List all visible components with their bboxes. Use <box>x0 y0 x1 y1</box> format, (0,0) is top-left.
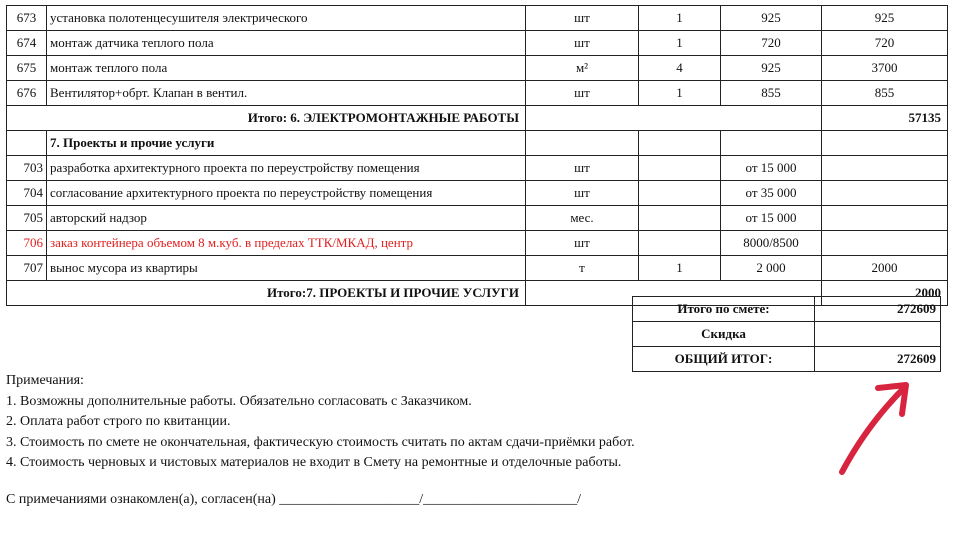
section-title: 7. Проекты и прочие услуги <box>47 131 526 156</box>
table-row <box>7 256 948 281</box>
row-price: 855 <box>721 81 822 106</box>
section-total-value: 2000 <box>822 281 948 306</box>
section-total-row <box>7 106 948 131</box>
row-number: 674 <box>7 31 47 56</box>
row-qty: 1 <box>639 81 721 106</box>
row-number: 705 <box>7 206 47 231</box>
acknowledgement-line: С примечаниями ознакомлен(а), согласен(на) ____________________/______________________/ <box>6 492 582 507</box>
blank-cell <box>721 131 822 156</box>
row-qty <box>639 206 721 231</box>
row-price: от 15 000 <box>721 156 822 181</box>
row-price: 720 <box>721 31 822 56</box>
summary-row <box>633 297 941 322</box>
table-row <box>7 206 948 231</box>
row-unit: мес. <box>526 206 639 231</box>
summary-row <box>633 347 941 372</box>
row-qty: 4 <box>639 56 721 81</box>
row-qty: 1 <box>639 31 721 56</box>
row-number: 704 <box>7 181 47 206</box>
discount-label: Скидка <box>633 322 815 347</box>
row-sum: 3700 <box>822 56 948 81</box>
row-unit: т <box>526 256 639 281</box>
row-number: 707 <box>7 256 47 281</box>
row-name: монтаж датчика теплого пола <box>47 31 526 56</box>
note-item: 3. Стоимость по смете не окончательная, фактическую стоимость считать по актам сдачи-приёмки работ. <box>6 434 635 450</box>
summary-row <box>633 322 941 347</box>
notes-heading: Примечания: <box>6 373 84 388</box>
estimate-table <box>6 5 948 306</box>
row-name: Вентилятор+обрт. Клапан в вентил. <box>47 81 526 106</box>
note-item: 1. Возможны дополнительные работы. Обязательно согласовать с Заказчиком. <box>6 393 472 409</box>
row-qty <box>639 156 721 181</box>
row-unit: шт <box>526 156 639 181</box>
row-name: авторский надзор <box>47 206 526 231</box>
row-price: от 35 000 <box>721 181 822 206</box>
row-price: 925 <box>721 56 822 81</box>
row-number: 676 <box>7 81 47 106</box>
row-sum: 855 <box>822 81 948 106</box>
row-sum <box>822 231 948 256</box>
row-unit: шт <box>526 31 639 56</box>
row-qty: 1 <box>639 256 721 281</box>
summary-table <box>632 296 941 372</box>
row-name: заказ контейнера объемом 8 м.куб. в пределах ТТК/МКАД, центр <box>47 231 526 256</box>
row-qty: 1 <box>639 6 721 31</box>
row-number: 675 <box>7 56 47 81</box>
discount-value <box>815 322 941 347</box>
table-row <box>7 181 948 206</box>
blank-cell <box>639 131 721 156</box>
table-row <box>7 81 948 106</box>
section-total-blank <box>526 106 822 131</box>
row-sum: 925 <box>822 6 948 31</box>
grand-total-value: 272609 <box>815 347 941 372</box>
note-item: 4. Стоимость черновых и чистовых материалов не входит в Смету на ремонтные и отделочные работы. <box>6 455 622 470</box>
table-row-highlighted <box>7 231 948 256</box>
row-unit: шт <box>526 6 639 31</box>
note-item: 2. Оплата работ строго по квитанции. <box>6 414 231 429</box>
section-header-row <box>7 131 948 156</box>
row-sum <box>822 156 948 181</box>
section-header-blank <box>7 131 47 156</box>
section-total-label: Итого:7. ПРОЕКТЫ И ПРОЧИЕ УСЛУГИ <box>7 281 526 306</box>
notes-block <box>6 371 635 474</box>
row-number: 703 <box>7 156 47 181</box>
row-price: 8000/8500 <box>721 231 822 256</box>
row-name: установка полотенцесушителя электрического <box>47 6 526 31</box>
row-price: 925 <box>721 6 822 31</box>
row-price: от 15 000 <box>721 206 822 231</box>
row-sum <box>822 206 948 231</box>
row-unit: шт <box>526 81 639 106</box>
row-name: монтаж теплого пола <box>47 56 526 81</box>
section-total-value: 57135 <box>822 106 948 131</box>
row-unit: м² <box>526 56 639 81</box>
row-sum <box>822 181 948 206</box>
grand-total-label: ОБЩИЙ ИТОГ: <box>633 347 815 372</box>
blank-cell <box>526 131 639 156</box>
table-row <box>7 31 948 56</box>
red-arrow-icon <box>830 372 930 482</box>
row-number: 673 <box>7 6 47 31</box>
row-qty <box>639 181 721 206</box>
estimate-total-value: 272609 <box>815 297 941 322</box>
blank-cell <box>822 131 948 156</box>
row-price: 2 000 <box>721 256 822 281</box>
row-unit: шт <box>526 181 639 206</box>
row-sum: 720 <box>822 31 948 56</box>
row-unit: шт <box>526 231 639 256</box>
row-name: согласование архитектурного проекта по переустройству помещения <box>47 181 526 206</box>
row-qty <box>639 231 721 256</box>
row-number: 706 <box>7 231 47 256</box>
table-row <box>7 56 948 81</box>
table-row <box>7 6 948 31</box>
table-row <box>7 156 948 181</box>
row-name: вынос мусора из квартиры <box>47 256 526 281</box>
estimate-total-label: Итого по смете: <box>633 297 815 322</box>
row-name: разработка архитектурного проекта по переустройству помещения <box>47 156 526 181</box>
section-total-label: Итого: 6. ЭЛЕКТРОМОНТАЖНЫЕ РАБОТЫ <box>7 106 526 131</box>
row-sum: 2000 <box>822 256 948 281</box>
